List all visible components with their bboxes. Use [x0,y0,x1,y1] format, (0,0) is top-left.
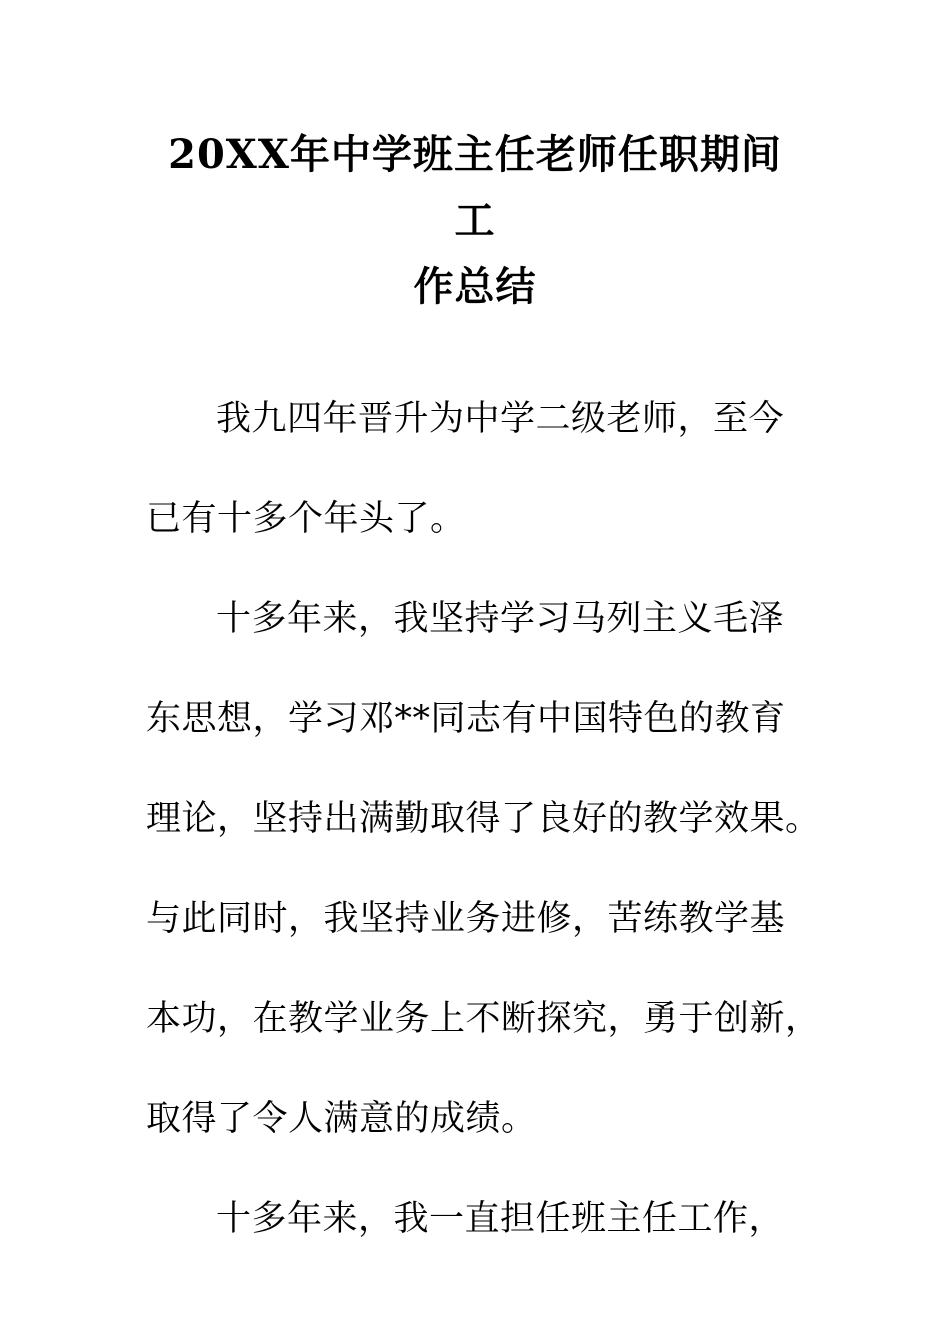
paragraph-line: 东思想，学习邓**同志有中国特色的教育 [146,699,786,739]
paragraph-2 [146,569,821,1169]
paragraph-line: 十多年来，我一直担任班主任工作， [216,1199,785,1239]
title-line-2: 作总结 [413,263,537,310]
paragraph-line: 与此同时，我坚持业务进修，苦练教学基 [146,899,786,939]
paragraph-line: 已有十多个年头了。 [146,499,466,539]
document-title [150,122,800,320]
paragraph-line: 十多年来，我坚持学习马列主义毛泽 [216,599,785,639]
paragraph-3 [146,1169,806,1269]
paragraph-line: 本功，在教学业务上不断探究，勇于创新， [146,999,821,1039]
document-body [146,369,821,1269]
title-line-1: 20XX年中学班主任老师任职期间工 [168,131,782,244]
paragraph-1 [146,369,806,569]
paragraph-line: 我九四年晋升为中学二级老师，至今 [216,399,785,439]
paragraph-line: 取得了令人满意的成绩。 [146,1099,537,1139]
paragraph-line: 理论，坚持出满勤取得了良好的教学效果。 [146,799,821,839]
